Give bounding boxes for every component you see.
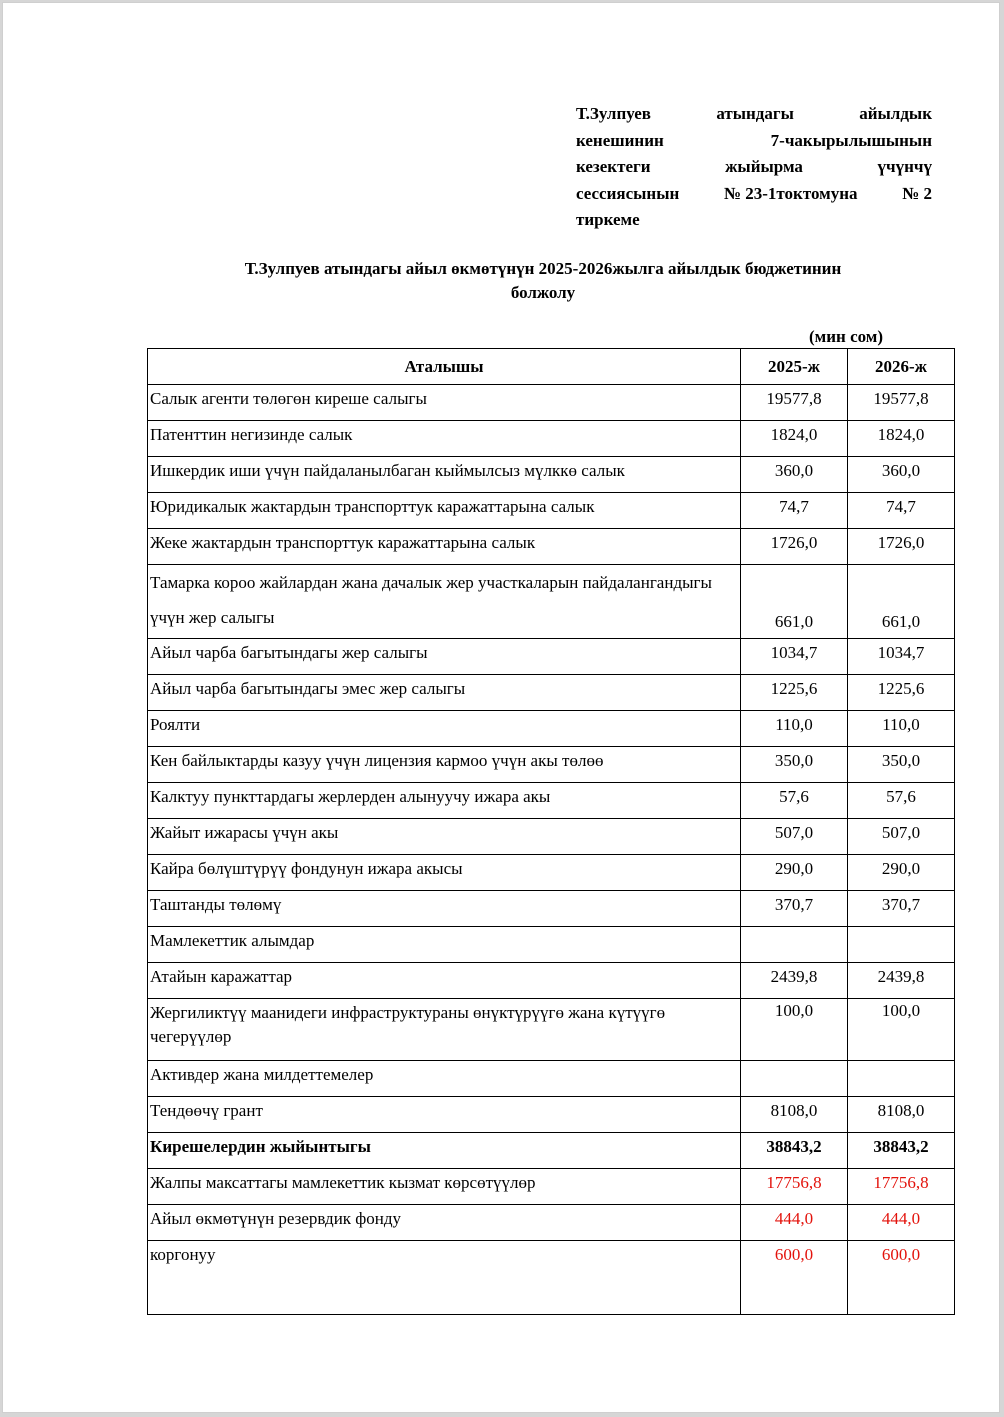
row-2025-cell: 290,0 — [741, 855, 848, 891]
row-2026-cell: 1225,6 — [848, 675, 955, 711]
row-2025-cell: 38843,2 — [741, 1133, 848, 1169]
row-name-cell: Юридикалык жактардын транспорттук каражаттарына салык — [148, 493, 741, 529]
row-2025-cell: 360,0 — [741, 457, 848, 493]
row-name-cell: Тамарка короо жайлардан жана дачалык жер участкаларын пайдалангандыгы үчүн жер салыгы — [148, 565, 741, 639]
row-2026-cell: 350,0 — [848, 747, 955, 783]
row-2026-cell: 444,0 — [848, 1205, 955, 1241]
title-line-1: Т.Зулпуев атындагы айыл өкмөтүнүн 2025-2026жылга айылдык бюджетинин — [244, 259, 842, 278]
annex-line — [576, 207, 932, 234]
table-row — [148, 529, 955, 565]
row-2026-cell: 110,0 — [848, 711, 955, 747]
row-2025-cell: 8108,0 — [741, 1097, 848, 1133]
row-2025-cell — [741, 927, 848, 963]
table-row — [148, 999, 955, 1061]
row-2026-cell: 74,7 — [848, 493, 955, 529]
annex-word: кенешинин — [576, 130, 664, 150]
row-name-cell: Ишкердик иши үчүн пайдаланылбаган кыймылсыз мүлккө салык — [148, 457, 741, 493]
row-name-cell: Патенттин негизинде салык — [148, 421, 741, 457]
row-2025-cell: 350,0 — [741, 747, 848, 783]
annex-note — [576, 101, 932, 234]
budget-table — [147, 348, 955, 1315]
row-2025-cell: 661,0 — [741, 565, 848, 639]
row-2026-cell: 1824,0 — [848, 421, 955, 457]
table-row — [148, 1061, 955, 1097]
table-row — [148, 963, 955, 999]
row-name-cell: Салык агенти төлөгөн киреше салыгы — [148, 385, 741, 421]
row-name-cell: Жеке жактардын транспорттук каражаттарына салык — [148, 529, 741, 565]
row-2025-cell: 2439,8 — [741, 963, 848, 999]
row-name-cell: Кайра бөлүштүрүү фондунун ижара акысы — [148, 855, 741, 891]
table-row — [148, 493, 955, 529]
table-row — [148, 639, 955, 675]
annex-line — [576, 128, 932, 155]
header-2025: 2025-ж — [741, 349, 848, 385]
row-2026-cell: 507,0 — [848, 819, 955, 855]
table-row — [148, 421, 955, 457]
row-2026-cell: 2439,8 — [848, 963, 955, 999]
row-2026-cell: 661,0 — [848, 565, 955, 639]
annex-word: Т.Зулпуев — [576, 104, 651, 123]
row-name-cell: Активдер жана милдеттемелер — [148, 1061, 741, 1097]
row-name-cell: Жайыт ижарасы үчүн акы — [148, 819, 741, 855]
table-row — [148, 1241, 955, 1315]
header-name: Аталышы — [148, 349, 741, 385]
row-2025-cell: 1034,7 — [741, 639, 848, 675]
row-name-cell: Айыл чарба багытындагы эмес жер салыгы — [148, 675, 741, 711]
row-2025-cell: 507,0 — [741, 819, 848, 855]
row-2026-cell: 370,7 — [848, 891, 955, 927]
table-row — [148, 1169, 955, 1205]
document-page — [2, 2, 1000, 1413]
table-row — [148, 711, 955, 747]
table-row — [148, 385, 955, 421]
row-name-cell: Жергиликтүү маанидеги инфраструктураны өнүктүрүүгө жана күтүүгө чегерүүлөр — [148, 999, 741, 1061]
row-2026-cell: 8108,0 — [848, 1097, 955, 1133]
row-2025-cell — [741, 1061, 848, 1097]
table-row — [148, 1097, 955, 1133]
row-2026-cell: 19577,8 — [848, 385, 955, 421]
row-2026-cell: 1034,7 — [848, 639, 955, 675]
row-2026-cell: 1726,0 — [848, 529, 955, 565]
row-2026-cell: 360,0 — [848, 457, 955, 493]
table-row — [148, 565, 955, 639]
annex-word: айылдык — [859, 104, 932, 123]
row-name-cell: Роялти — [148, 711, 741, 747]
row-2026-cell: 600,0 — [848, 1241, 955, 1315]
table-row — [148, 927, 955, 963]
annex-word: үчүнчү — [877, 157, 932, 176]
table-row — [148, 819, 955, 855]
annex-word: тиркеме — [576, 210, 640, 229]
row-name-cell: Кирешелердин жыйынтыгы — [148, 1133, 741, 1169]
row-name-cell: Жалпы максаттагы мамлекеттик кызмат көрсөтүүлөр — [148, 1169, 741, 1205]
row-2026-cell: 17756,8 — [848, 1169, 955, 1205]
table-header-row — [148, 349, 955, 385]
row-name-cell: Калктуу пункттардагы жерлерден алынуучу ижара акы — [148, 783, 741, 819]
table-row — [148, 891, 955, 927]
row-name-cell: Кен байлыктарды казуу үчүн лицензия кармоо үчүн акы төлөө — [148, 747, 741, 783]
row-name-cell: Атайын каражаттар — [148, 963, 741, 999]
row-2025-cell: 1225,6 — [741, 675, 848, 711]
row-2025-cell: 57,6 — [741, 783, 848, 819]
annex-word: № 23-1токтомуна — [723, 183, 858, 203]
annex-word: атындагы — [716, 104, 794, 123]
header-2026: 2026-ж — [848, 349, 955, 385]
row-2025-cell: 110,0 — [741, 711, 848, 747]
row-2025-cell: 74,7 — [741, 493, 848, 529]
table-row — [148, 457, 955, 493]
annex-word: жыйырма — [725, 157, 803, 176]
row-2025-cell: 17756,8 — [741, 1169, 848, 1205]
row-name-cell: Таштанды төлөмү — [148, 891, 741, 927]
row-2025-cell: 100,0 — [741, 999, 848, 1061]
row-name-cell: коргонуу — [148, 1241, 741, 1315]
row-2026-cell — [848, 1061, 955, 1097]
row-name-cell: Тендөөчү грант — [148, 1097, 741, 1133]
row-2025-cell: 19577,8 — [741, 385, 848, 421]
table-row — [148, 747, 955, 783]
row-name-cell: Мамлекеттик алымдар — [148, 927, 741, 963]
table-row — [148, 1205, 955, 1241]
row-2026-cell: 290,0 — [848, 855, 955, 891]
table-row — [148, 855, 955, 891]
annex-word: сессиясынын — [576, 183, 680, 203]
document-title — [143, 257, 943, 305]
row-2025-cell: 444,0 — [741, 1205, 848, 1241]
row-2025-cell: 370,7 — [741, 891, 848, 927]
annex-word: 7-чакырылышынын — [770, 130, 932, 150]
row-2025-cell: 1824,0 — [741, 421, 848, 457]
annex-word: № 2 — [902, 183, 932, 203]
row-2026-cell — [848, 927, 955, 963]
row-name-cell: Айыл чарба багытындагы жер салыгы — [148, 639, 741, 675]
row-2026-cell: 100,0 — [848, 999, 955, 1061]
row-2025-cell: 600,0 — [741, 1241, 848, 1315]
annex-word: кезектеги — [576, 157, 651, 176]
row-2026-cell: 57,6 — [848, 783, 955, 819]
table-row — [148, 1133, 955, 1169]
table-row — [148, 675, 955, 711]
table-row — [148, 783, 955, 819]
annex-line — [576, 181, 932, 208]
title-line-2: болжолу — [510, 283, 576, 302]
row-2025-cell: 1726,0 — [741, 529, 848, 565]
annex-line — [576, 101, 932, 128]
unit-label: (мин сом) — [809, 327, 884, 346]
row-2026-cell: 38843,2 — [848, 1133, 955, 1169]
table-body — [148, 385, 955, 1315]
annex-line — [576, 154, 932, 181]
row-name-cell: Айыл өкмөтүнүн резервдик фонду — [148, 1205, 741, 1241]
